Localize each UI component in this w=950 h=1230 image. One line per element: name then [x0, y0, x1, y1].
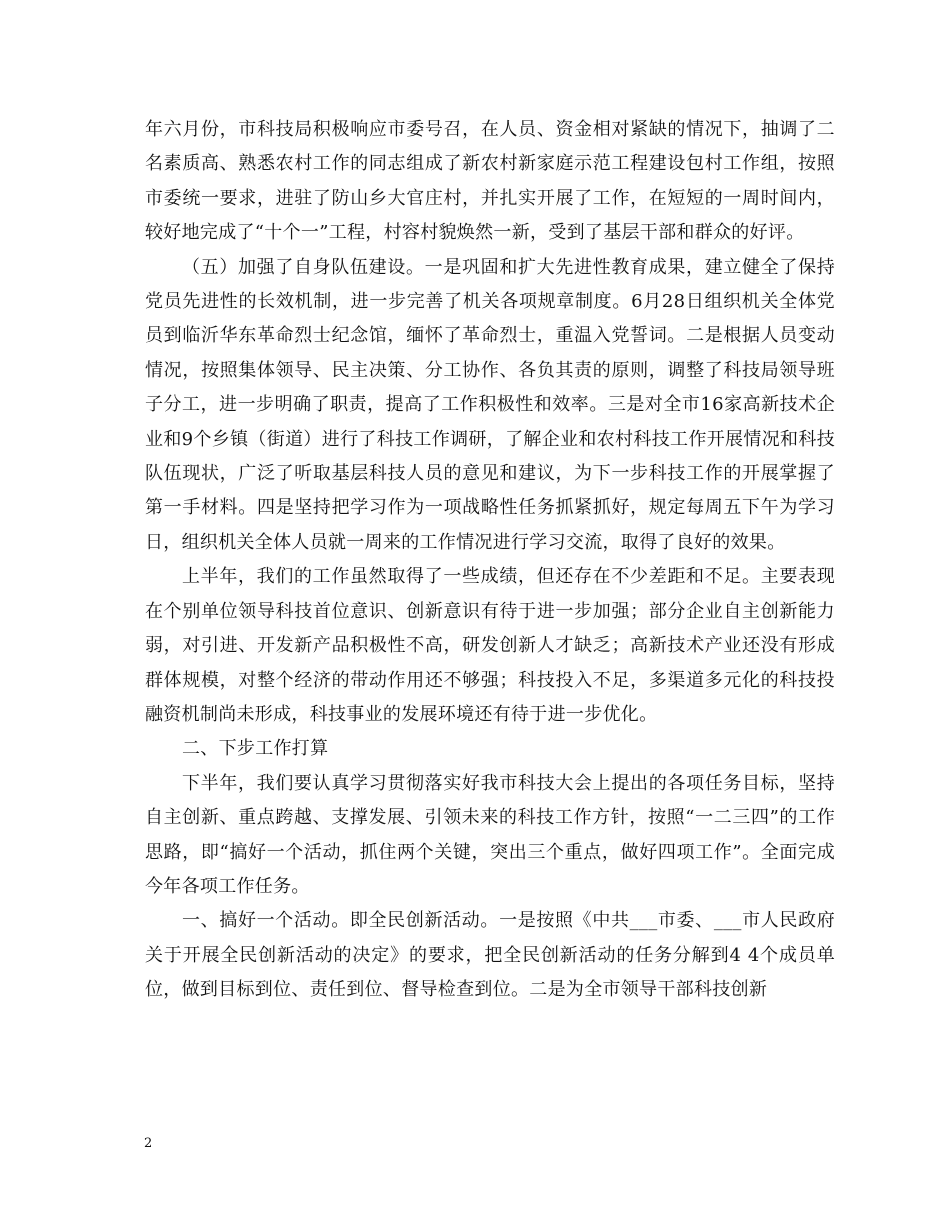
section-heading-next-steps: 二、下步工作打算 — [182, 738, 329, 760]
page-number: 2 — [144, 1136, 153, 1151]
paragraph-team-building: （五）加强了自身队伍建设。一是巩固和扩大先进性教育成果，建立健全了保持党员先进性的长效机制，进一步完善了机关各项规章制度。6月28日组织机关全体党员到临沂华东革命烈士纪念馆，缅怀了革命烈士，重温入党誓词。二是根据人员变动情况，按照集体领导、民主决策、分工协作、各负其责的原则，调整了科技局领导班子分工，进一步明确了职责，提高了工作积极性和效率。三是对全市16家高新技术企业和9个乡镇（街道）进行了科技工作调研，了解企业和农村科技工作开展情况和科技队伍现状，广泛了听取基层科技人员的意见和建议，为下一步科技工作的开展掌握了第一手材料。四是坚持把学习作为一项战略性任务抓紧抓好，规定每周五下午为学习日，组织机关全体人员就一周来的工作情况进行学习交流，取得了良好的效果。 — [145, 256, 835, 553]
paragraph-continuation: 年六月份，市科技局积极响应市委号召，在人员、资金相对紧缺的情况下，抽调了二名素质高、熟悉农村工作的同志组成了新农村新家庭示范工程建设包村工作组，按照市委统一要求，进驻了防山乡大官庄村，并扎实开展了工作，在短短的一周时间内，较好地完成了“十个一”工程，村容村貌焕然一新，受到了基层干部和群众的好评。 — [145, 119, 835, 244]
paragraph-shortcomings: 上半年，我们的工作虽然取得了一些成绩，但还存在不少差距和不足。主要表现在个别单位领导科技首位意识、创新意识有待于进一步加强；部分企业自主创新能力弱，对引进、开发新产品积极性不高，研发创新人才缺乏；高新技术产业还没有形成群体规模，对整个经济的带动作用还不够强；科技投入不足，多渠道多元化的科技投融资机制尚未形成，科技事业的发展环境还有待于进一步优化。 — [145, 566, 835, 725]
document-body — [145, 113, 835, 1008]
paragraph-second-half-plan: 下半年，我们要认真学习贯彻落实好我市科技大会上提出的各项任务目标，坚持自主创新、重点跨越、支撑发展、引领未来的科技工作方针，按照“一二三四”的工作思路，即“搞好一个活动，抓住两个关键，突出三个重点，做好四项工作”。全面完成今年各项工作任务。 — [145, 772, 835, 897]
paragraph-innovation-activity: 一、搞好一个活动。即全民创新活动。一是按照《中共___市委、___市人民政府关于开展全民创新活动的决定》的要求，把全民创新活动的任务分解到4 4个成员单位，做到目标到位、责任到位、督导检查到位。二是为全市领导干部科技创新 — [145, 910, 835, 1001]
